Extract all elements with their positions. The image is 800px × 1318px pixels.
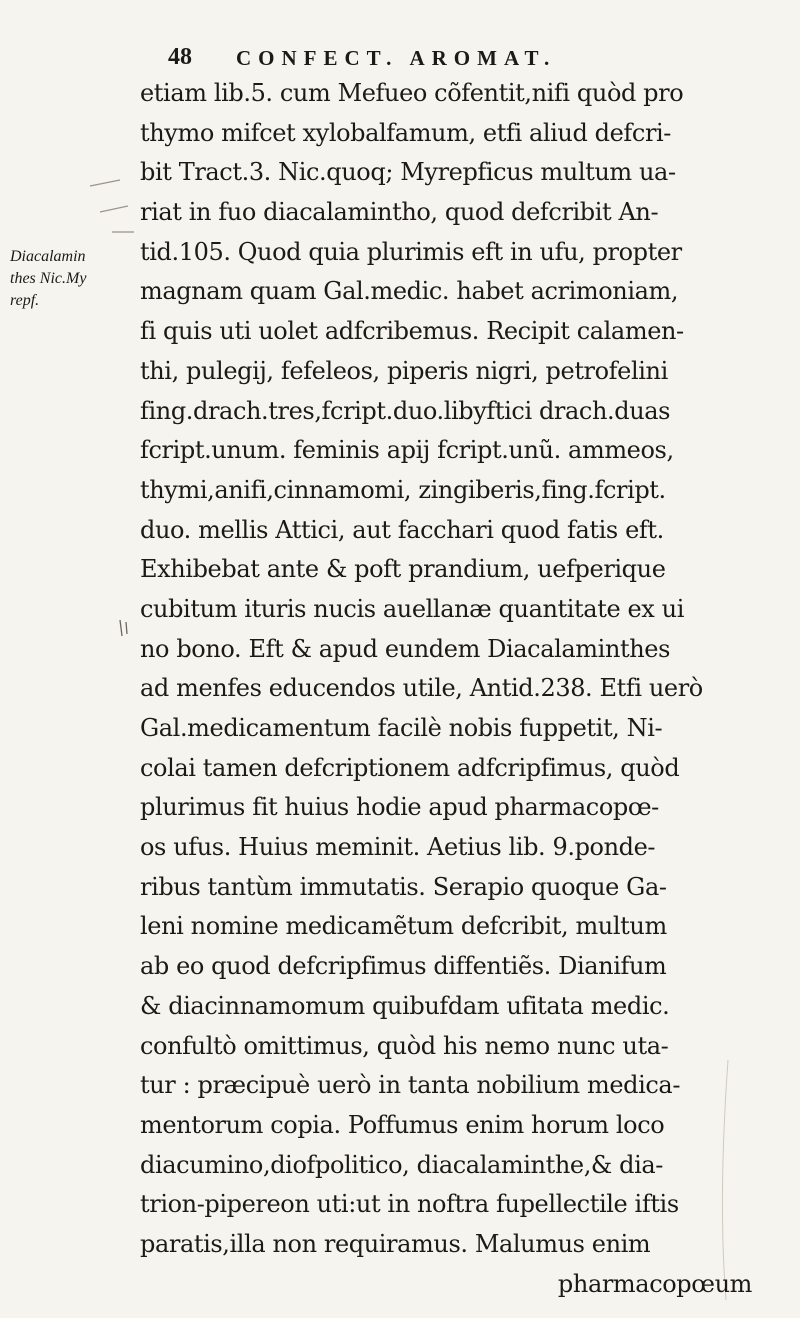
text-line: thymi,anifi,cinnamomi, zingiberis,fing.fcript. bbox=[140, 475, 666, 504]
text-line: & diacinnamomum quibufdam ufitata medic. bbox=[140, 991, 670, 1020]
text-line: tid.105. Quod quia plurimis eft in ufu, propter bbox=[140, 237, 682, 266]
text-line: paratis,illa non requiramus. Malumus enim bbox=[140, 1229, 651, 1258]
margin-note-line: Diacalamin bbox=[10, 248, 86, 265]
margin-note-line: thes Nic.My bbox=[10, 270, 87, 287]
text-line: tur : præcipuè uerò in tanta nobilium medica- bbox=[140, 1071, 681, 1100]
body-text bbox=[140, 74, 780, 1304]
text-line: thymo mifcet xylobalfamum, etfi aliud defcri- bbox=[140, 118, 672, 147]
text-line: fi quis uti uolet adfcribemus. Recipit calamen- bbox=[140, 317, 684, 346]
text-line: plurimus fit huius hodie apud pharmacopœ- bbox=[140, 793, 659, 822]
text-line: os ufus. Huius meminit. Aetius lib. 9.ponde- bbox=[140, 833, 656, 862]
catchword: pharmacopœum bbox=[557, 1269, 752, 1298]
text-line: etiam lib.5. cum Mefueo cõfentit,nifi quòd pro bbox=[140, 79, 684, 107]
page-number: 48 bbox=[168, 44, 192, 70]
text-line: Gal.medicamentum facilè nobis fuppetit, Ni- bbox=[140, 714, 663, 742]
text-line: diacumino,diofpolitico, diacalaminthe,& dia- bbox=[140, 1150, 663, 1179]
text-line: confultò omittimus, quòd his nemo nunc uta- bbox=[140, 1031, 669, 1060]
text-line: bit Tract.3. Nic.quoq; Myrepficus multum ua- bbox=[140, 158, 676, 187]
text-line: fcript.unum. feminis apij fcript.unũ. ammeos, bbox=[140, 436, 674, 465]
text-line: ribus tantùm immutatis. Serapio quoque Ga- bbox=[140, 872, 667, 901]
text-line: leni nomine medicamẽtum defcribit, multum bbox=[140, 912, 667, 941]
text-line: thi, pulegij, fefeleos, piperis nigri, petrofelini bbox=[140, 356, 668, 385]
text-line: mentorum copia. Poffumus enim horum loco bbox=[140, 1110, 665, 1139]
running-title: CONFECT. AROMAT. bbox=[236, 46, 557, 70]
text-line: cubitum ituris nucis auellanæ quantitate ex ui bbox=[140, 594, 684, 623]
text-line: fing.drach.tres,fcript.duo.libyftici drach.duas bbox=[140, 396, 671, 425]
text-line: duo. mellis Attici, aut facchari quod fatis eft. bbox=[140, 515, 664, 544]
text-line: ad menfes educendos utile, Antid.238. Etfi uerò bbox=[140, 674, 703, 703]
text-line: Exhibebat ante & poft prandium, uefperique bbox=[140, 555, 666, 584]
text-line: riat in fuo diacalamintho, quod defcribit An- bbox=[140, 198, 659, 227]
text-line: ab eo quod defcripfimus diffentiẽs. Dianifum bbox=[140, 952, 667, 981]
stray-mark bbox=[90, 180, 134, 232]
stray-mark bbox=[120, 620, 127, 636]
text-line: magnam quam Gal.medic. habet acrimoniam, bbox=[140, 277, 679, 306]
text-line: no bono. Eft & apud eundem Diacalaminthes bbox=[140, 634, 671, 663]
text-line: trion-pipereon uti:ut in noftra fupellectile iftis bbox=[140, 1190, 679, 1219]
text-line: colai tamen defcriptionem adfcripfimus, quòd bbox=[140, 753, 680, 782]
margin-note-line: repf. bbox=[10, 292, 40, 309]
